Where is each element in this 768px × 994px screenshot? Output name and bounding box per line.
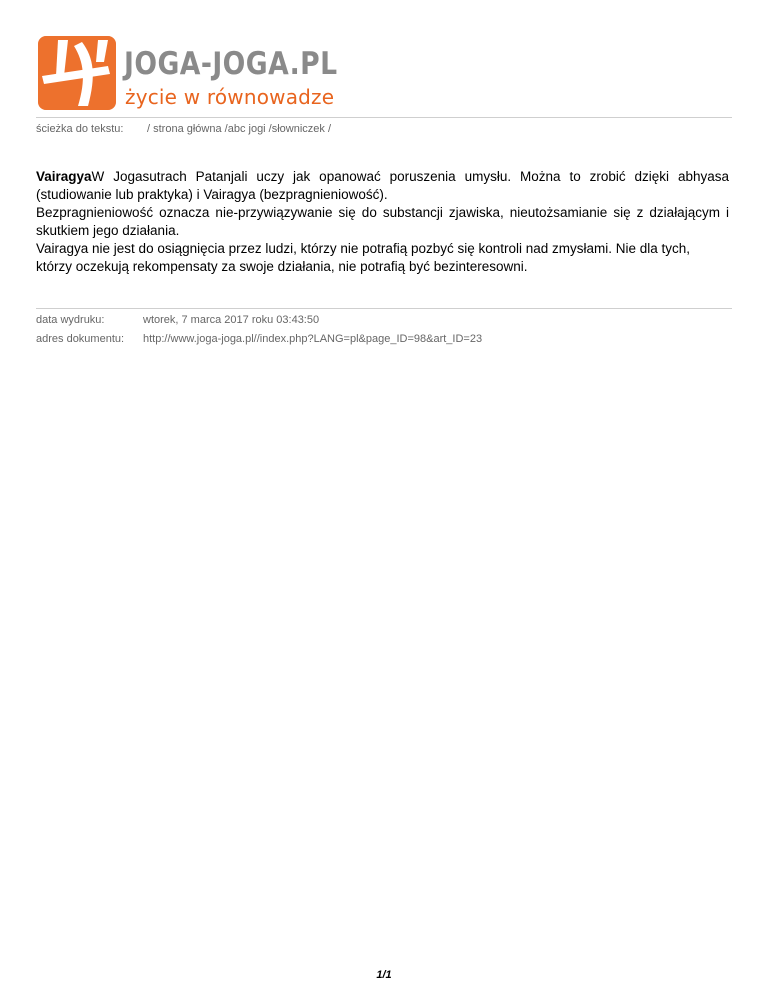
breadcrumb-path[interactable]: / strona główna /abc jogi /słowniczek /	[147, 123, 332, 135]
header-divider	[36, 117, 732, 118]
page-number: 1/1	[376, 969, 392, 981]
print-date-label: data wydruku:	[36, 314, 105, 326]
yoga-figure-logo-icon	[38, 36, 116, 110]
print-date-value: wtorek, 7 marca 2017 roku 03:43:50	[143, 314, 320, 326]
logo-tagline: życie w równowadze	[125, 85, 335, 109]
logo-title: JOGA-JOGA.PL	[124, 46, 338, 82]
document-address-link[interactable]: http://www.joga-joga.pl//index.php?LANG=pl&page_ID=98&art_ID=23	[143, 333, 483, 345]
article-intro-text: W Jogasutrach Patanjali uczy jak opanować poruszenia umysłu. Można to zrobić dzięki abhyasa (studiowanie lub praktyka) i Vairagya (bezpragnieniowość).	[36, 169, 729, 202]
article-paragraph-3: Vairagya nie jest do osiągnięcia przez ludzi, którzy nie potrafią pozbyć się kontroli nad zmysłami. Nie dla tych, którzy oczekują rekompensaty za swoje działania, nie potrafią być bezinteresowni.	[36, 241, 691, 274]
article-term: Vairagya	[36, 169, 92, 184]
document-address-label: adres dokumentu:	[36, 333, 125, 345]
article-paragraph-1	[36, 168, 729, 204]
footer-divider	[36, 308, 732, 309]
article-body	[36, 168, 729, 276]
breadcrumb-label: ścieżka do tekstu:	[36, 123, 124, 135]
site-logo[interactable]	[38, 36, 348, 112]
article-paragraph-2: Bezpragnieniowość oznacza nie-przywiązywanie się do substancji zjawiska, nieutożsamianie się z działającym i skutkiem jego działania.	[36, 205, 729, 238]
